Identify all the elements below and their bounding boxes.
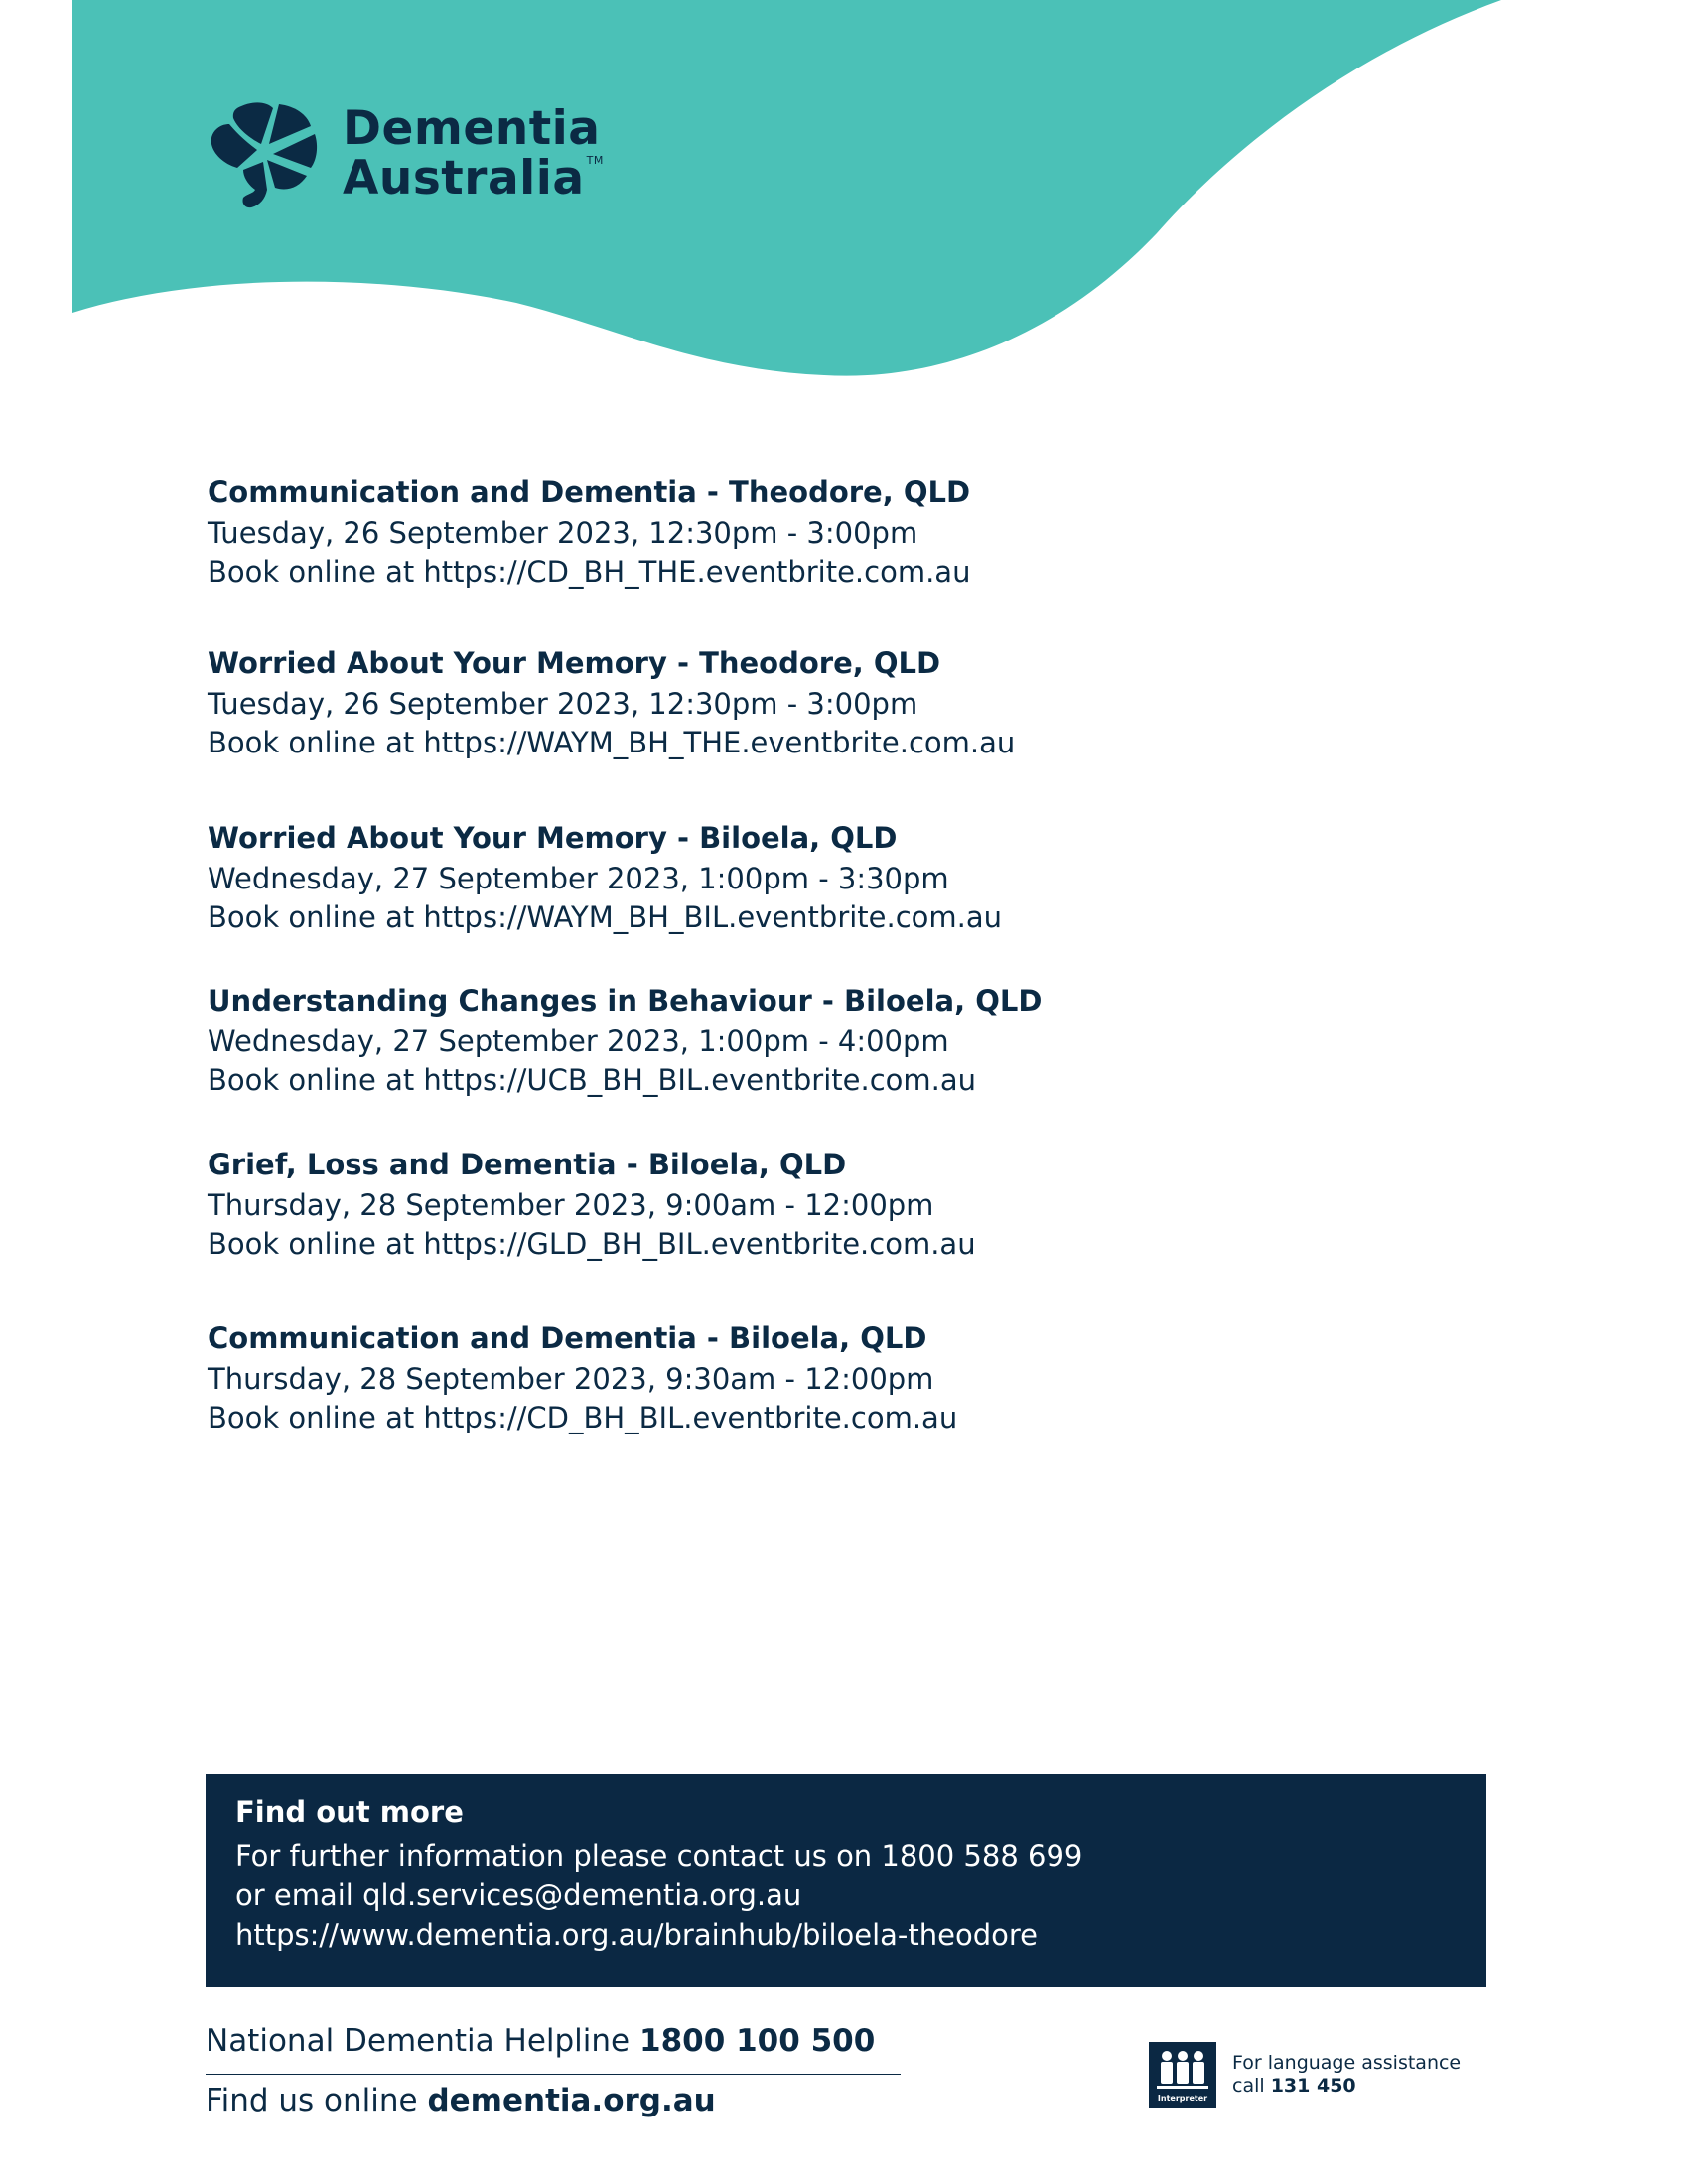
- event-booking-link[interactable]: Book online at https://WAYM_BH_THE.eventbrite.com.au: [208, 726, 1016, 760]
- dementia-australia-logo: [204, 91, 621, 215]
- national-helpline: [206, 2023, 901, 2059]
- event-date: Tuesday, 26 September 2023, 12:30pm - 3:00pm: [208, 687, 918, 722]
- interpreter-icon: [1149, 2042, 1216, 2108]
- language-assistance-text: [1232, 2052, 1461, 2098]
- event-item: [208, 645, 1399, 763]
- event-date: Thursday, 28 September 2023, 9:30am - 12:00pm: [208, 1362, 934, 1397]
- find-out-more-box: [206, 1774, 1486, 1987]
- interpreter-assistance: [1149, 2040, 1486, 2110]
- contact-email-link[interactable]: or email qld.services@dementia.org.au: [235, 1878, 802, 1913]
- event-date: Tuesday, 26 September 2023, 12:30pm - 3:00pm: [208, 516, 918, 551]
- event-booking-link[interactable]: Book online at https://CD_BH_BIL.eventbrite.com.au: [208, 1401, 958, 1435]
- event-title: Grief, Loss and Dementia - Biloela, QLD: [208, 1148, 847, 1181]
- event-booking-link[interactable]: Book online at https://GLD_BH_BIL.eventbrite.com.au: [208, 1227, 976, 1262]
- event-booking-link[interactable]: Book online at https://WAYM_BH_BIL.eventbrite.com.au: [208, 900, 1003, 935]
- language-call-number[interactable]: 131 450: [1270, 2075, 1356, 2097]
- event-date: Wednesday, 27 September 2023, 1:00pm - 4:00pm: [208, 1024, 949, 1059]
- website-link[interactable]: dementia.org.au: [427, 2083, 716, 2118]
- footer-divider: [206, 2074, 901, 2075]
- language-call-label: call: [1232, 2075, 1265, 2097]
- event-item: [208, 983, 1399, 1101]
- logo-text-dementia: Dementia: [343, 101, 601, 156]
- online-label: Find us online: [206, 2083, 418, 2118]
- event-title: Communication and Dementia - Theodore, QLD: [208, 476, 971, 509]
- event-booking-link[interactable]: Book online at https://CD_BH_THE.eventbrite.com.au: [208, 555, 971, 590]
- event-item: [208, 1147, 1399, 1265]
- brainhub-url-link[interactable]: https://www.dementia.org.au/brainhub/biloela-theodore: [235, 1918, 1038, 1953]
- event-date: Wednesday, 27 September 2023, 1:00pm - 3:30pm: [208, 862, 949, 896]
- helpline-number[interactable]: 1800 100 500: [639, 2023, 876, 2059]
- contact-phone-text: For further information please contact us on 1800 588 699: [235, 1839, 1083, 1873]
- find-us-online: [206, 2083, 901, 2118]
- helpline-label: National Dementia Helpline: [206, 2023, 631, 2059]
- event-title: Worried About Your Memory - Biloela, QLD: [208, 821, 898, 855]
- event-booking-link[interactable]: Book online at https://UCB_BH_BIL.eventbrite.com.au: [208, 1063, 976, 1098]
- trademark-symbol: TM: [586, 154, 604, 167]
- event-date: Thursday, 28 September 2023, 9:00am - 12:00pm: [208, 1188, 934, 1223]
- event-item: [208, 820, 1399, 938]
- event-title: Communication and Dementia - Biloela, QLD: [208, 1321, 927, 1355]
- event-item: [208, 475, 1399, 593]
- language-assistance-line: For language assistance: [1232, 2051, 1462, 2074]
- logo-text-australia: Australia: [343, 151, 585, 205]
- event-title: Understanding Changes in Behaviour - Biloela, QLD: [208, 984, 1043, 1018]
- brain-logo-icon: [204, 98, 323, 209]
- event-title: Worried About Your Memory - Theodore, QLD: [208, 646, 941, 680]
- find-out-more-heading: Find out more: [235, 1795, 464, 1829]
- event-item: [208, 1320, 1399, 1438]
- interpreter-icon-label: Interpreter: [1157, 2094, 1208, 2103]
